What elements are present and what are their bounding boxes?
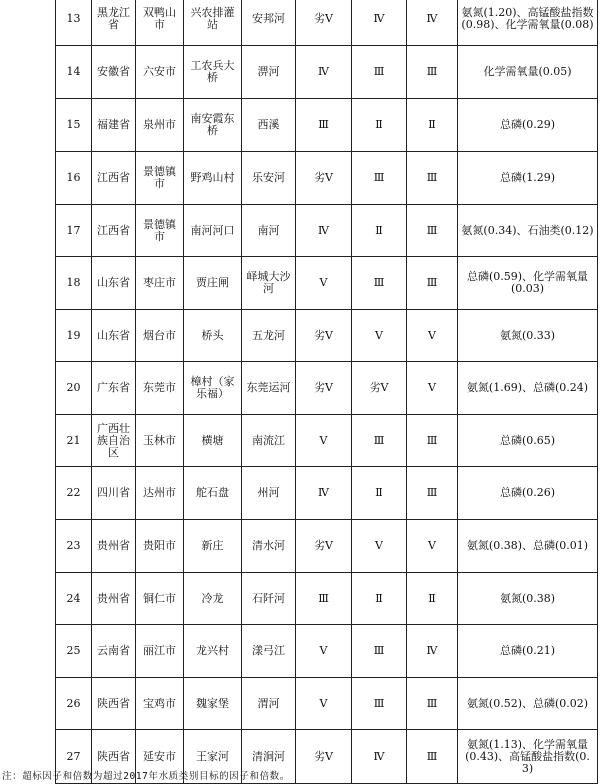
- city-cell: 丽江市: [136, 625, 184, 678]
- previous-class-cell: Ⅱ: [352, 99, 407, 152]
- exceed-factors-cell: 总磷(0.59)、化学需氧量(0.03): [458, 257, 598, 310]
- section-cell: 龙兴村: [184, 625, 242, 678]
- city-cell: 双鸭山市: [136, 0, 184, 46]
- province-cell: 江西省: [92, 205, 136, 257]
- target-class-cell: Ⅴ: [407, 520, 458, 573]
- city-cell: 贵阳市: [136, 520, 184, 573]
- section-cell: 贾庄闸: [184, 257, 242, 310]
- target-class-cell: Ⅴ: [407, 310, 458, 362]
- exceed-factors-cell: 氨氮(1.13)、化学需氧量(0.43)、高锰酸盐指数(0.3): [458, 730, 598, 784]
- row-number: 24: [56, 573, 92, 625]
- river-cell: 乐安河: [242, 152, 296, 205]
- exceed-factors-cell: 总磷(0.65): [458, 415, 598, 467]
- previous-class-cell: Ⅲ: [352, 678, 407, 730]
- row-number: 27: [56, 730, 92, 784]
- province-cell: 贵州省: [92, 520, 136, 573]
- province-cell: 四川省: [92, 467, 136, 520]
- current-class-cell: Ⅲ: [296, 99, 352, 152]
- target-class-cell: Ⅲ: [407, 152, 458, 205]
- target-class-cell: Ⅲ: [407, 46, 458, 99]
- province-cell: 陕西省: [92, 678, 136, 730]
- current-class-cell: Ⅳ: [296, 46, 352, 99]
- exceed-factors-cell: 总磷(1.29): [458, 152, 598, 205]
- table-row: [56, 415, 598, 467]
- previous-class-cell: Ⅳ: [352, 0, 407, 46]
- section-cell: 横塘: [184, 415, 242, 467]
- river-cell: 清涧河: [242, 730, 296, 784]
- row-number: 25: [56, 625, 92, 678]
- river-cell: 南流江: [242, 415, 296, 467]
- table-row: [56, 625, 598, 678]
- previous-class-cell: Ⅳ: [352, 730, 407, 784]
- target-class-cell: Ⅲ: [407, 467, 458, 520]
- target-class-cell: Ⅲ: [407, 415, 458, 467]
- section-cell: 王家河: [184, 730, 242, 784]
- row-number: 17: [56, 205, 92, 257]
- table-row: [56, 310, 598, 362]
- table-row: [56, 99, 598, 152]
- current-class-cell: 劣Ⅴ: [296, 362, 352, 415]
- river-cell: 五龙河: [242, 310, 296, 362]
- water-quality-table: [55, 0, 598, 784]
- section-cell: 舵石盘: [184, 467, 242, 520]
- province-cell: 山东省: [92, 257, 136, 310]
- river-cell: 南河: [242, 205, 296, 257]
- exceed-factors-cell: 氨氮(1.20)、高锰酸盐指数(0.98)、化学需氧量(0.08): [458, 0, 598, 46]
- current-class-cell: Ⅴ: [296, 415, 352, 467]
- section-cell: 桥头: [184, 310, 242, 362]
- previous-class-cell: Ⅲ: [352, 257, 407, 310]
- target-class-cell: Ⅳ: [407, 0, 458, 46]
- target-class-cell: Ⅴ: [407, 362, 458, 415]
- table-row: [56, 520, 598, 573]
- previous-class-cell: Ⅲ: [352, 415, 407, 467]
- row-number: 26: [56, 678, 92, 730]
- exceed-factors-cell: 氨氮(1.69)、总磷(0.24): [458, 362, 598, 415]
- row-number: 20: [56, 362, 92, 415]
- province-cell: 云南省: [92, 625, 136, 678]
- current-class-cell: Ⅴ: [296, 625, 352, 678]
- city-cell: 达州市: [136, 467, 184, 520]
- province-cell: 山东省: [92, 310, 136, 362]
- target-class-cell: Ⅱ: [407, 573, 458, 625]
- target-class-cell: Ⅲ: [407, 730, 458, 784]
- city-cell: 铜仁市: [136, 573, 184, 625]
- province-cell: 陕西省: [92, 730, 136, 784]
- table-row: [56, 0, 598, 46]
- province-cell: 江西省: [92, 152, 136, 205]
- table-row: [56, 362, 598, 415]
- row-number: 21: [56, 415, 92, 467]
- province-cell: 广东省: [92, 362, 136, 415]
- current-class-cell: 劣Ⅴ: [296, 730, 352, 784]
- province-cell: 广西壮族自治区: [92, 415, 136, 467]
- current-class-cell: Ⅳ: [296, 467, 352, 520]
- city-cell: 延安市: [136, 730, 184, 784]
- province-cell: 安徽省: [92, 46, 136, 99]
- section-cell: 野鸡山村: [184, 152, 242, 205]
- table-row: [56, 257, 598, 310]
- table-row: [56, 46, 598, 99]
- exceed-factors-cell: 氨氮(0.34)、石油类(0.12): [458, 205, 598, 257]
- section-cell: 魏家堡: [184, 678, 242, 730]
- row-number: 16: [56, 152, 92, 205]
- current-class-cell: Ⅳ: [296, 205, 352, 257]
- exceed-factors-cell: 氨氮(0.38): [458, 573, 598, 625]
- exceed-factors-cell: 氨氮(0.33): [458, 310, 598, 362]
- current-class-cell: Ⅴ: [296, 257, 352, 310]
- river-cell: 淠河: [242, 46, 296, 99]
- table-footnote: 注：超标因子和倍数为超过2017年水质类别目标的因子和倍数。: [2, 771, 290, 782]
- previous-class-cell: Ⅴ: [352, 310, 407, 362]
- section-cell: 樟村（家乐福）: [184, 362, 242, 415]
- target-class-cell: Ⅲ: [407, 678, 458, 730]
- previous-class-cell: Ⅲ: [352, 152, 407, 205]
- river-cell: 渭河: [242, 678, 296, 730]
- table-row: [56, 205, 598, 257]
- city-cell: 景德镇市: [136, 152, 184, 205]
- previous-class-cell: Ⅱ: [352, 467, 407, 520]
- river-cell: 州河: [242, 467, 296, 520]
- section-cell: 南河河口: [184, 205, 242, 257]
- previous-class-cell: 劣Ⅴ: [352, 362, 407, 415]
- province-cell: 黑龙江省: [92, 0, 136, 46]
- previous-class-cell: Ⅲ: [352, 625, 407, 678]
- target-class-cell: Ⅲ: [407, 257, 458, 310]
- previous-class-cell: Ⅱ: [352, 205, 407, 257]
- section-cell: 南安霞东桥: [184, 99, 242, 152]
- city-cell: 玉林市: [136, 415, 184, 467]
- table-row: [56, 573, 598, 625]
- city-cell: 东莞市: [136, 362, 184, 415]
- exceed-factors-cell: 氨氮(0.52)、总磷(0.02): [458, 678, 598, 730]
- row-number: 18: [56, 257, 92, 310]
- target-class-cell: Ⅳ: [407, 625, 458, 678]
- table-row: [56, 152, 598, 205]
- table-row: [56, 678, 598, 730]
- row-number: 14: [56, 46, 92, 99]
- target-class-cell: Ⅱ: [407, 99, 458, 152]
- exceed-factors-cell: 化学需氧量(0.05): [458, 46, 598, 99]
- city-cell: 六安市: [136, 46, 184, 99]
- previous-class-cell: Ⅱ: [352, 573, 407, 625]
- current-class-cell: 劣Ⅴ: [296, 520, 352, 573]
- river-cell: 峄城大沙河: [242, 257, 296, 310]
- river-cell: 清水河: [242, 520, 296, 573]
- section-cell: 冷龙: [184, 573, 242, 625]
- river-cell: 西溪: [242, 99, 296, 152]
- exceed-factors-cell: 总磷(0.26): [458, 467, 598, 520]
- city-cell: 枣庄市: [136, 257, 184, 310]
- exceed-factors-cell: 氨氮(0.38)、总磷(0.01): [458, 520, 598, 573]
- table-body: [56, 0, 598, 784]
- current-class-cell: 劣Ⅴ: [296, 152, 352, 205]
- section-cell: 新庄: [184, 520, 242, 573]
- table-row: [56, 467, 598, 520]
- exceed-factors-cell: 总磷(0.21): [458, 625, 598, 678]
- river-cell: 石阡河: [242, 573, 296, 625]
- row-number: 22: [56, 467, 92, 520]
- previous-class-cell: Ⅴ: [352, 520, 407, 573]
- river-cell: 东莞运河: [242, 362, 296, 415]
- row-number: 19: [56, 310, 92, 362]
- river-cell: 漾弓江: [242, 625, 296, 678]
- row-number: 15: [56, 99, 92, 152]
- city-cell: 宝鸡市: [136, 678, 184, 730]
- row-number: 23: [56, 520, 92, 573]
- previous-class-cell: Ⅲ: [352, 46, 407, 99]
- section-cell: 工农兵大桥: [184, 46, 242, 99]
- river-cell: 安邦河: [242, 0, 296, 46]
- current-class-cell: Ⅲ: [296, 573, 352, 625]
- current-class-cell: 劣Ⅴ: [296, 310, 352, 362]
- current-class-cell: 劣Ⅴ: [296, 0, 352, 46]
- section-cell: 兴农排灌站: [184, 0, 242, 46]
- current-class-cell: Ⅴ: [296, 678, 352, 730]
- target-class-cell: Ⅲ: [407, 205, 458, 257]
- city-cell: 泉州市: [136, 99, 184, 152]
- city-cell: 烟台市: [136, 310, 184, 362]
- province-cell: 福建省: [92, 99, 136, 152]
- exceed-factors-cell: 总磷(0.29): [458, 99, 598, 152]
- city-cell: 景德镇市: [136, 205, 184, 257]
- row-number: 13: [56, 0, 92, 46]
- province-cell: 贵州省: [92, 573, 136, 625]
